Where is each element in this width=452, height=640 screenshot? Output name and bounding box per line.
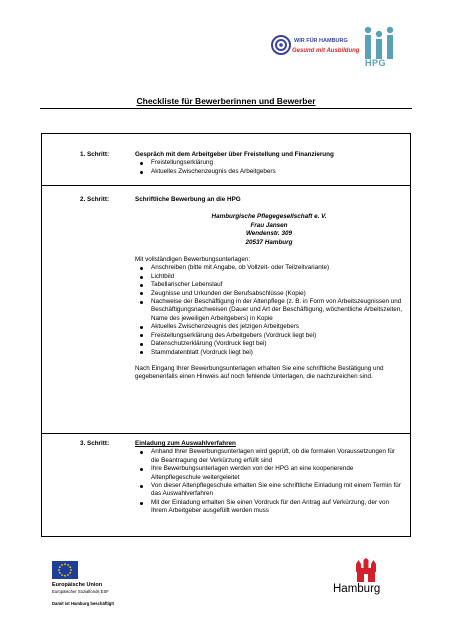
- list-item: Stammdatenblatt (Vordruck liegt bei): [135, 349, 403, 357]
- eu-stars-icon: [52, 561, 78, 579]
- hamburg-castle-icon: [351, 558, 381, 582]
- title-rule: [40, 108, 412, 109]
- eu-slogan: Damit ist Hamburg beschäftigt!: [52, 601, 115, 606]
- hpg-figures-icon: [360, 26, 400, 60]
- list-item: Freistellungserklärung: [135, 159, 403, 167]
- page-title: Checkliste für Bewerberinnen und Bewerber: [136, 96, 316, 106]
- row-divider: [42, 433, 410, 434]
- step-3-heading: Einladung zum Auswahlverfahren: [135, 440, 236, 447]
- step-2-intro: Mit vollständigen Bewerbungsunterlagen:: [135, 256, 251, 264]
- step-2-note: Nach Eingang Ihrer Bewerbungsunterlagen erhalten Sie eine schriftliche Bestätigung und gegebenenfalls einen Hinweis auf noch fehlende Unterlagen, die nachzureichen sind.: [135, 364, 384, 381]
- list-item: Nachweise der Beschäftigung in der Altenpflege (z. B. in Form von Arbeitszeugnissen und Beschäftigungsnachweisen (Dauer und Art der Beschäftigung, wöchentliche Arbeitszeiten, Name des jeweiligen Arbeitgebers) in Kopie: [135, 298, 403, 323]
- step-1-number: 1. Schritt:: [80, 151, 110, 158]
- list-item: Ihre Bewerbungsunterlagen werden von der HPG an eine kooperierende Altenpflegeschule weitergeleitet: [135, 465, 403, 482]
- address-line: Hamburgische Pflegegesellschaft e. V.: [211, 213, 327, 221]
- list-item: Von dieser Altenpflegeschule erhalten Sie eine schriftliche Einladung mit einem Termin für das Auswahlverfahren: [135, 482, 403, 499]
- hpg-address: [135, 213, 403, 247]
- list-item: Anschreiben (bitte mit Angabe, ob Vollzeit- oder Teilzeitvariante): [135, 264, 403, 272]
- list-item: Anhand Ihrer Bewerbungsunterlagen wird geprüft, ob die formalen Voraussetzungen für die Beantragung der Verkürzung erfüllt sind: [135, 448, 403, 465]
- step-3-list: [135, 448, 403, 515]
- row-divider: [42, 185, 410, 186]
- list-item: Datenschutzerklärung (Vordruck liegt bei): [135, 340, 403, 348]
- step-2-list: [135, 264, 403, 356]
- hpg-logo: [360, 26, 400, 74]
- wb-logo-line1: WIR FÜR HAMBURG: [294, 38, 348, 44]
- list-item: Zeugnisse und Urkunden der Berufsabschlüsse (Kopie): [135, 290, 403, 298]
- list-item: Lichtbild: [135, 273, 403, 281]
- step-2-body: [135, 196, 403, 382]
- esf-label: Europäischer Sozialfonds ESF: [52, 589, 109, 594]
- checklist-table: [41, 133, 411, 537]
- step-3-body: [135, 440, 403, 516]
- hpg-logo-text: HPG: [365, 58, 387, 68]
- list-item: Freistellungserklärung des Arbeitgebers (Vordruck liegt bei): [135, 332, 403, 340]
- wb-logo-line2: Gesund mit Ausbildung: [292, 48, 360, 54]
- circles-logo-icon: [270, 34, 294, 58]
- step-2-heading: Schriftliche Bewerbung an die HPG: [135, 196, 241, 203]
- address-line: Wendenstr. 309: [245, 230, 293, 238]
- eu-label: Europäische Union: [52, 582, 103, 588]
- eu-flag-icon: [52, 561, 78, 579]
- list-item: Aktuelles Zwischenzeugnis des jetzigen Arbeitgebers: [135, 323, 403, 331]
- hamburg-wordmark: Hamburg: [333, 583, 381, 595]
- step-1-list: [135, 159, 403, 176]
- step-3-number: 3. Schritt:: [80, 440, 110, 447]
- address-line: 20537 Hamburg: [245, 238, 293, 246]
- list-item: Tabellarischer Lebenslauf: [135, 281, 403, 289]
- step-1-body: [135, 151, 403, 176]
- step-2-number: 2. Schritt:: [80, 196, 110, 203]
- step-1-heading: Gespräch mit dem Arbeitgeber über Freistellung und Finanzierung: [135, 151, 334, 158]
- wir-fuer-hamburg-logo: [268, 30, 360, 72]
- list-item: Mit der Einladung erhalten Sie einen Vordruck für den Antrag auf Verkürzung, der von Ihrem Arbeitgeber ausgefüllt werden muss: [135, 499, 403, 516]
- list-item: Aktuelles Zwischenzeugnis des Arbeitgebers: [135, 168, 403, 176]
- address-line: Frau Jansen: [250, 221, 288, 229]
